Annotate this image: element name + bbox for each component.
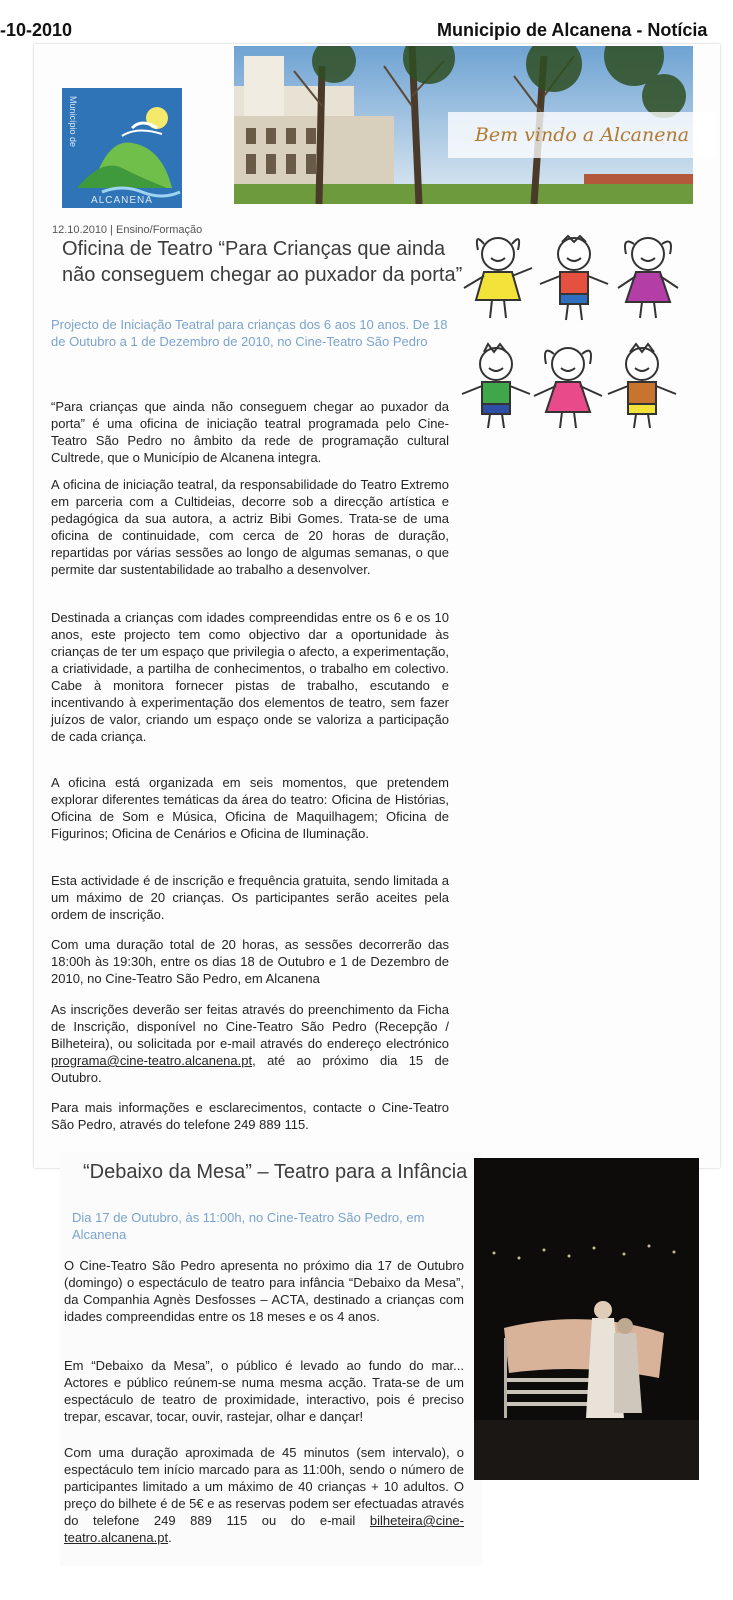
article-2-paragraph-3 xyxy=(64,1444,464,1546)
paragraph-3-end: . xyxy=(168,1530,172,1545)
article-paragraph-8: Para mais informações e esclarecimentos, contacte o Cine-Teatro São Pedro, através do telefone 249 889 115. xyxy=(51,1100,449,1132)
paragraph-7-end: , até ao próximo dia 15 de Outubro. xyxy=(51,1053,449,1085)
program-email-link[interactable]: programa@cine-teatro.alcanena.pt xyxy=(51,1053,253,1068)
article-paragraph-3: Destinada a crianças com idades compreendidas entre os 6 e os 10 anos, este projecto tem como objectivo dar a oportunidade às crianças de ter um espaço que privilegia o afecto, a experimentação, a criatividade, a partilha de conhecimentos, o trabalho em colectivo. Cabe à monitora fornecer pistas de trabalho, escutando e incentivando à experimentação dos elementos de teatro, sem fazer juízos de valor, criando um espaço onde se valoriza a participação de cada criança. xyxy=(51,610,449,744)
clipping-date: -10-2010 xyxy=(0,20,73,40)
article-title: Oficina de Teatro “Para Crianças que ainda não conseguem chegar ao puxador da porta” xyxy=(62,238,463,286)
article-2-paragraph-1: O Cine-Teatro São Pedro apresenta no próximo dia 17 de Outubro (domingo) o espectáculo de teatro para infância “Debaixo da Mesa”, da Companhia Agnès Desfosses – ACTA, destinado a crianças com idades compreendidas entre os 18 meses e os 4 anos. xyxy=(64,1258,464,1324)
logo-graphic xyxy=(62,88,182,208)
article-paragraph-1: “Para crianças que ainda não conseguem chegar ao puxador da porta” é uma oficina de iniciação teatral programada pelo Cine-Teatro São Pedro no âmbito da rede de programação cultural Cultrede, que o Município de Alcanena integra. xyxy=(51,399,449,465)
children-illustration xyxy=(460,214,690,434)
article-subtitle: Projecto de Iniciação Teatral para crianças dos 6 aos 10 anos. De 18 de Outubro a 1 de Dezembro de 2010, no Cine-Teatro São Pedro xyxy=(51,317,448,349)
paragraph-3-text: Com uma duração aproximada de 45 minutos (sem intervalo), o espectáculo tem início marcado para as 11:00h, sendo o número de participantes limitado a um máximo de 40 crianças + 10 adultos. O preço do bilhete é de 5€ e as reservas podem ser efectuadas através do telefone 249 889 115 ou do e-mail xyxy=(64,1445,464,1528)
banner-welcome-text: Bem vindo a Alcanena xyxy=(448,112,716,158)
news-clipping-1 xyxy=(34,44,720,1168)
cartoon-kids-drawing xyxy=(460,214,690,434)
logo-label: ALCANENA xyxy=(91,195,153,206)
municipality-logo xyxy=(62,88,182,208)
stage-scene xyxy=(474,1158,699,1480)
article-dateline: 12.10.2010 | Ensino/Formação xyxy=(52,224,203,236)
ticket-email-link[interactable]: bilheteira@cine-teatro.alcanena.pt xyxy=(64,1513,464,1545)
article-paragraph-7 xyxy=(51,1001,449,1086)
logo-side-text: Município de xyxy=(68,96,78,148)
article-paragraph-4: A oficina está organizada em seis momentos, que pretendem explorar diferentes temáticas da área do teatro: Oficina de Histórias, Oficina de Som e Música, Oficina de Maquilhagem; Oficina de Figurinos; Oficina de Cenários e Oficina de Iluminação. xyxy=(51,775,449,841)
article-2-subtitle: Dia 17 de Outubro, às 11:00h, no Cine-Teatro São Pedro, em Alcanena xyxy=(72,1210,425,1242)
article-paragraph-6: Com uma duração total de 20 horas, as sessões decorrerão das 18:00h às 19:30h, entre os dias 18 de Outubro e 1 de Dezembro de 2010, no Cine-Teatro São Pedro, em Alcanena xyxy=(51,937,449,986)
stage-performance-photo xyxy=(474,1158,699,1480)
clipping-source: Municipio de Alcanena - Notícia xyxy=(437,20,708,40)
article-paragraph-2: A oficina de iniciação teatral, da responsabilidade do Teatro Extremo em parceria com a Cultideias, decorre sob a direcção artística e pedagógica da sua autora, a actriz Bibi Gomes. Trata-se de uma oficina de continuidade, com cerca de 20 horas de duração, repartidas por várias sessões ao longo de algumas semanas, o que permite dar sustentabilidade ao trabalho a desenvolver. xyxy=(51,477,449,577)
article-2-title: “Debaixo da Mesa” – Teatro para a Infância xyxy=(83,1161,468,1183)
paragraph-7-text: As inscrições deverão ser feitas através do preenchimento da Ficha de Inscrição, disponível no Cine-Teatro São Pedro (Recepção / Bilheteira), ou solicitada por e-mail através do endereço electrónico xyxy=(51,1002,449,1051)
article-paragraph-5: Esta actividade é de inscrição e frequência gratuita, sendo limitada a um máximo de 20 crianças. Os participantes serão aceites pela ordem de inscrição. xyxy=(51,873,449,922)
article-2-paragraph-2: Em “Debaixo da Mesa”, o público é levado ao fundo do mar... Actores e público reúnem-se numa mesma acção. Trata-se de um espectáculo de teatro de proximidade, interactivo, pois é preciso trepar, escavar, tocar, ouvir, rastejar, olhar e dançar! xyxy=(64,1358,464,1424)
